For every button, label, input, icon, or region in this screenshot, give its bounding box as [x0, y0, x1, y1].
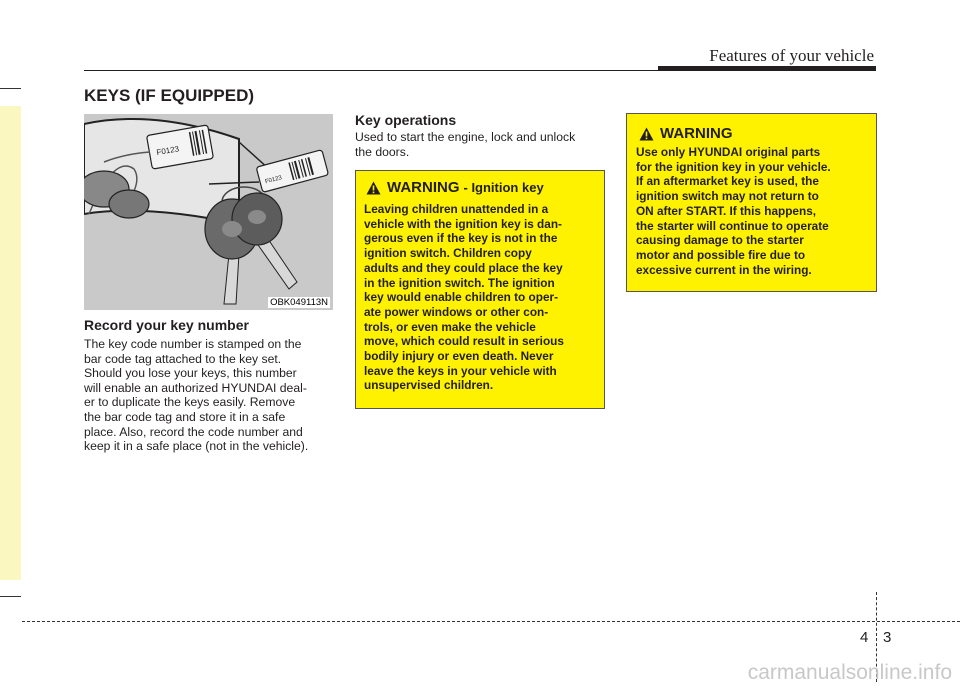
footer-rule	[22, 621, 960, 622]
header-title: Features of your vehicle	[709, 46, 874, 65]
warning-body	[636, 145, 868, 277]
text-line: ate power windows or other con-	[364, 304, 549, 319]
text-line: causing damage to the starter	[636, 233, 804, 248]
text-line: leave the keys in your vehicle with	[364, 363, 557, 378]
header-rule	[84, 70, 876, 71]
text-line: in the ignition switch. The ignition	[364, 275, 555, 290]
text-line: the bar code tag and store it in a safe	[84, 409, 286, 424]
text-line: If an aftermarket key is used, the	[636, 174, 819, 189]
text-line: Use only HYUNDAI original parts	[636, 145, 821, 159]
warning-triangle-icon	[366, 181, 381, 195]
text-line: ignition switch. Children copy	[364, 246, 532, 261]
inset-tag-code: F0123	[155, 144, 180, 158]
section-title: KEYS (IF EQUIPPED)	[84, 86, 255, 105]
text-line: keep it in a safe place (not in the vehicle).	[84, 439, 309, 454]
warning-body	[364, 202, 596, 393]
text-line: place. Also, record the code number and	[84, 424, 303, 439]
text-line: ON after START. If this happens,	[636, 203, 817, 218]
text-line: motor and possible fire due to	[636, 247, 806, 262]
figure-code: OBK049113N	[270, 297, 328, 308]
warning-subtitle: - Ignition key	[463, 180, 544, 195]
chapter-number: 4	[860, 629, 869, 646]
text-line: the starter will continue to operate	[636, 218, 829, 233]
key-operations-body	[355, 130, 605, 159]
key-illustration	[84, 114, 333, 310]
sidebar-band	[0, 106, 21, 580]
text-line: bodily injury or even death. Never	[364, 349, 554, 364]
text-line: Used to start the engine, lock and unlock	[355, 130, 576, 144]
text-line: the doors.	[355, 144, 410, 159]
keys-drawing	[84, 114, 333, 310]
record-body	[84, 337, 333, 454]
text-line: excessive current in the wiring.	[636, 262, 812, 277]
warning-title: WARNING	[660, 125, 733, 142]
text-line: for the ignition key in your vehicle.	[636, 159, 831, 174]
text-line: adults and they could place the key	[364, 260, 563, 275]
watermark: carmanualsonline.info	[747, 661, 952, 684]
text-line: er to duplicate the keys easily. Remove	[84, 395, 296, 410]
key-operations-heading: Key operations	[355, 112, 457, 128]
warning-header	[366, 179, 544, 196]
warning-box-original-parts	[626, 113, 877, 292]
warning-header	[639, 125, 733, 142]
text-line: bar code tag attached to the key set.	[84, 351, 282, 366]
warning-triangle-icon	[639, 127, 654, 141]
sidebar-top-rule	[0, 88, 21, 89]
text-line: vehicle with the ignition key is dan-	[364, 216, 562, 231]
warning-box-ignition-key	[355, 170, 605, 409]
text-line: Leaving children unattended in a	[364, 202, 549, 216]
warning-title: WARNING	[387, 179, 460, 196]
text-line: ignition switch may not return to	[636, 189, 819, 204]
text-line: trols, or even make the vehicle	[364, 319, 536, 334]
tag-code: F0123	[264, 175, 283, 186]
text-line: gerous even if the key is not in the	[364, 231, 558, 246]
text-line: key would enable children to oper-	[364, 290, 559, 305]
sidebar-bottom-rule	[0, 596, 21, 597]
text-line: Should you lose your keys, this number	[84, 366, 297, 381]
text-line: unsupervised children.	[364, 378, 494, 393]
text-line: will enable an authorized HYUNDAI deal-	[84, 380, 307, 395]
record-heading: Record your key number	[84, 317, 249, 333]
page-number: 3	[883, 629, 892, 646]
text-line: move, which could result in serious	[364, 334, 564, 349]
text-line: The key code number is stamped on the	[84, 337, 302, 351]
